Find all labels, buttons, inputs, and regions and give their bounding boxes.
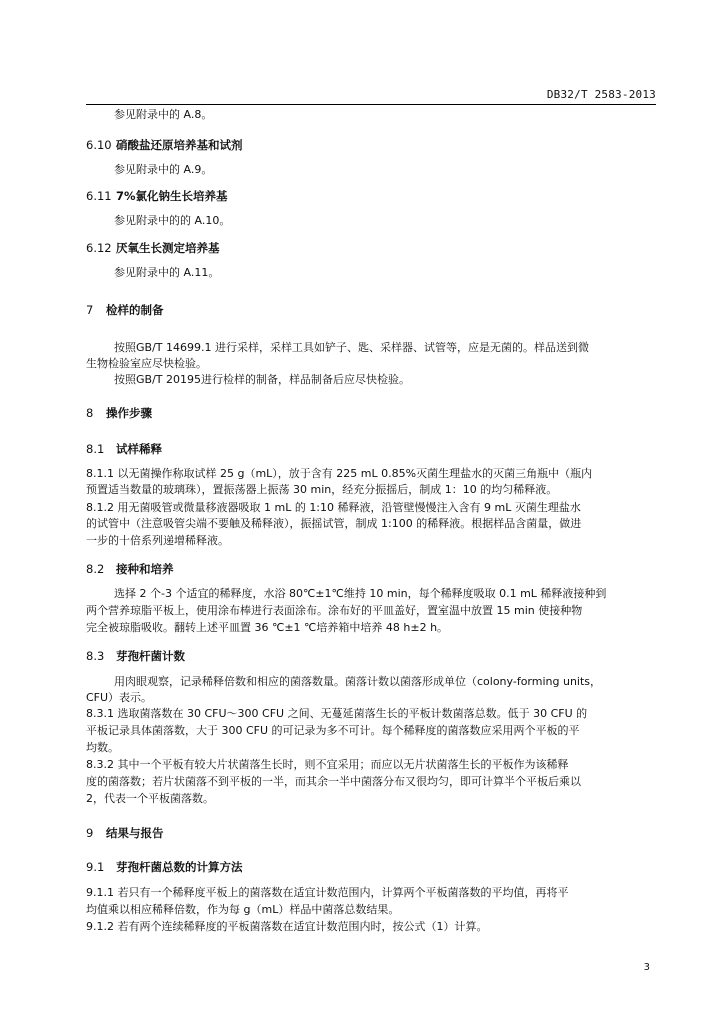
document-code: DB32/T 2583-2013 bbox=[546, 88, 656, 101]
clause-8-3-1-line: 平板记录具体菌落数，大于 300 CFU 的可记录为多不可计。每个稀释度的菌落数应采用两个平板的平 bbox=[86, 724, 580, 737]
clause-8-1-1-line: 预置适当数量的玻璃珠），置振荡器上振荡 30 min，经充分振摇后，制成 1：10 的均匀稀释液。 bbox=[86, 483, 558, 496]
clause-8-3-1-line: 均数。 bbox=[86, 741, 119, 754]
header-divider bbox=[86, 104, 656, 105]
section-6-11-heading bbox=[86, 188, 658, 204]
appendix-reference-a11: 参见附录中的 A.11。 bbox=[114, 266, 220, 279]
appendix-reference-a8: 参见附录中的 A.8。 bbox=[114, 108, 213, 121]
paragraph-line: 完全被琼脂吸收。翻转上述平皿置 36 ℃±1 ℃培养箱中培养 48 h±2 h。 bbox=[86, 621, 449, 634]
clause-8-1-2-line: 的试管中（注意吸管尖端不要触及稀释液），振摇试管，制成 1:100 的稀释液。根据样品含菌量，做进 bbox=[86, 517, 582, 530]
clause-9-1-2-line: 9.1.2 若有两个连续稀释度的平板菌落数在适宜计数范围内时，按公式（1）计算。 bbox=[86, 920, 488, 933]
paragraph-line: 选择 2 个-3 个适宜的稀释度，水浴 80℃±1℃维持 10 min，每个稀释度吸取 0.1 mL 稀释液接种到 bbox=[114, 587, 607, 600]
clause-9-1-1-line: 均值乘以相应稀释倍数，作为每 g（mL）样品中菌落总数结果。 bbox=[86, 903, 400, 916]
section-7-heading bbox=[86, 302, 658, 318]
paragraph-line: 生物检验室应尽快检验。 bbox=[86, 357, 207, 370]
section-9-heading bbox=[86, 825, 658, 841]
section-6-10-heading bbox=[86, 137, 658, 153]
section-number: 8.1 bbox=[86, 442, 105, 456]
section-number: 7 bbox=[86, 303, 94, 317]
section-title: 操作步骤 bbox=[106, 406, 152, 420]
section-6-12-heading bbox=[86, 240, 658, 256]
section-8-2-heading bbox=[86, 561, 658, 577]
section-title: 硝酸盐还原培养基和试剂 bbox=[116, 138, 243, 152]
section-number: 8.2 bbox=[86, 562, 105, 576]
section-title: 7%氯化钠生长培养基 bbox=[116, 189, 228, 203]
section-number: 9 bbox=[86, 826, 94, 840]
paragraph-line: 按照GB/T 14699.1 进行采样，采样工具如铲子、匙、采样器、试管等，应是无菌的。样品送到微 bbox=[114, 341, 589, 354]
section-9-1-heading bbox=[86, 859, 658, 875]
section-number: 9.1 bbox=[86, 860, 105, 874]
section-title: 试样稀释 bbox=[116, 442, 162, 456]
appendix-reference-a10: 参见附录中的的 A.10。 bbox=[114, 214, 231, 227]
section-title: 结果与报告 bbox=[106, 826, 164, 840]
paragraph-line: 用肉眼观察，记录稀释倍数和相应的菌落数量。菌落计数以菌落形成单位（colony-forming units， bbox=[114, 675, 602, 688]
section-8-3-heading bbox=[86, 648, 658, 664]
clause-8-3-2-line: 度的菌落数；若片状菌落不到平板的一半，而其余一半中菌落分布又很均匀，即可计算半个平板后乘以 bbox=[86, 775, 581, 788]
section-number: 6.10 bbox=[86, 138, 112, 152]
section-title: 芽孢杆菌计数 bbox=[116, 649, 185, 663]
section-8-heading bbox=[86, 405, 658, 421]
paragraph-line: 按照GB/T 20195进行检样的制备，样品制备后应尽快检验。 bbox=[114, 373, 410, 386]
section-title: 检样的制备 bbox=[106, 303, 164, 317]
section-8-1-heading bbox=[86, 441, 658, 457]
clause-8-3-1-line: 8.3.1 选取菌落数在 30 CFU～300 CFU 之间、无蔓延菌落生长的平板计数菌落总数。低于 30 CFU 的 bbox=[86, 707, 588, 720]
appendix-reference-a9: 参见附录中的 A.9。 bbox=[114, 163, 213, 176]
page-number: 3 bbox=[643, 962, 650, 973]
section-number: 6.11 bbox=[86, 189, 112, 203]
section-title: 接种和培养 bbox=[116, 562, 174, 576]
section-number: 8 bbox=[86, 406, 94, 420]
clause-8-1-2-line: 8.1.2 用无菌吸管或微量移液器吸取 1 mL 的 1:10 稀释液，沿管壁慢慢注入含有 9 mL 灭菌生理盐水 bbox=[86, 501, 581, 514]
clause-8-3-2-line: 8.3.2 其中一个平板有较大片状菌落生长时，则不宜采用；而应以无片状菌落生长的平板作为该稀释 bbox=[86, 758, 569, 771]
paragraph-line: CFU）表示。 bbox=[86, 691, 153, 704]
clause-9-1-1-line: 9.1.1 若只有一个稀释度平板上的菌落数在适宜计数范围内，计算两个平板菌落数的平均值，再将平 bbox=[86, 886, 569, 899]
clause-8-3-2-line: 2，代表一个平板菌落数。 bbox=[86, 792, 214, 805]
section-number: 6.12 bbox=[86, 241, 112, 255]
clause-8-1-2-line: 一步的十倍系列递增稀释液。 bbox=[86, 534, 229, 547]
paragraph-line: 两个营养琼脂平板上，使用涂布棒进行表面涂布。涂布好的平皿盖好，置室温中放置 15 min 使接种物 bbox=[86, 604, 583, 617]
section-title: 厌氧生长测定培养基 bbox=[116, 241, 220, 255]
section-title: 芽孢杆菌总数的计算方法 bbox=[116, 860, 243, 874]
clause-8-1-1-line: 8.1.1 以无菌操作称取试样 25 g（mL），放于含有 225 mL 0.85%灭菌生理盐水的灭菌三角瓶中（瓶内 bbox=[86, 467, 593, 480]
section-number: 8.3 bbox=[86, 649, 105, 663]
